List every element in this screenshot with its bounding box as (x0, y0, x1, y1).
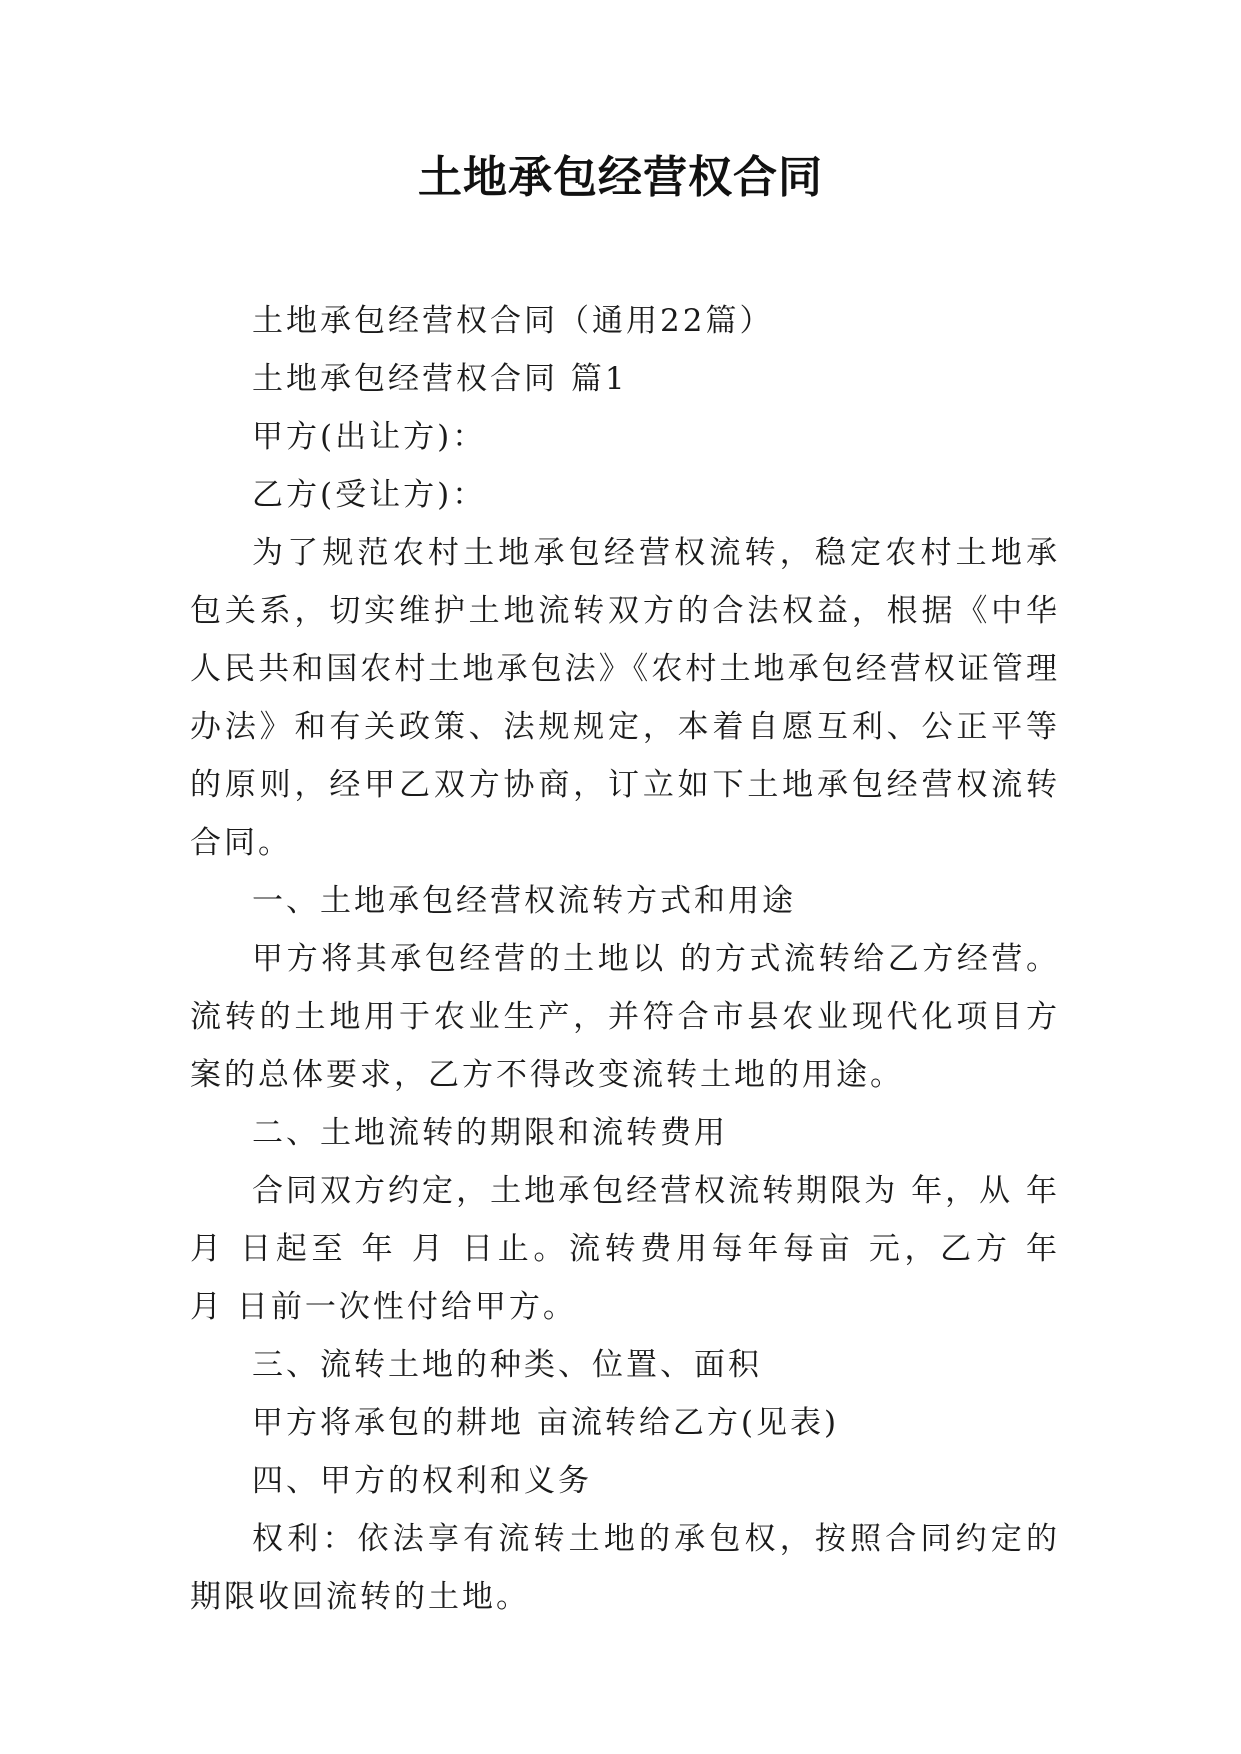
party-b-line: 乙方(受让方)： (252, 477, 487, 513)
preamble-paragraph: 为了规范农村土地承包经营权流转，稳定农村土地承包关系，切实维护土地流转双方的合法权益，根据《中华人民共和国农村土地承包法》《农村土地承包经营权证管理办法》和有关政策、法规规定，本着自愿互利、公正平等的原则，经甲乙双方协商，订立如下土地承包经营权流转合同。 (190, 535, 1060, 861)
clause-1-heading: 一、土地承包经营权流转方式和用途 (252, 883, 796, 919)
clause-3-text: 甲方将承包的耕地 亩流转给乙方(见表) (252, 1405, 840, 1441)
clause-4-rights-text: 权利：依法享有流转土地的承包权，按照合同约定的期限收回流转的土地。 (190, 1521, 1060, 1615)
clause-1-text: 甲方将其承包经营的土地以 的方式流转给乙方经营。流转的土地用于农业生产，并符合市县农业现代化项目方案的总体要求，乙方不得改变流转土地的用途。 (190, 941, 1060, 1093)
party-a-line: 甲方(出让方)： (252, 419, 487, 455)
clause-2-text: 合同双方约定，土地承包经营权流转期限为 年，从 年 月 日起至 年 月 日止。流转费用每年每亩 元，乙方 年 月 日前一次性付给甲方。 (190, 1173, 1073, 1325)
document-body (190, 292, 1073, 1626)
clause-3-heading: 三、流转土地的种类、位置、面积 (252, 1347, 762, 1383)
clause-4-heading: 四、甲方的权利和义务 (252, 1463, 592, 1499)
subtitle-paragraph: 土地承包经营权合同（通用22篇） (252, 303, 774, 339)
section-heading-part-1: 土地承包经营权合同 篇1 (252, 361, 628, 397)
clause-2-heading: 二、土地流转的期限和流转费用 (252, 1115, 728, 1151)
document-title: 土地承包经营权合同 (418, 152, 823, 203)
